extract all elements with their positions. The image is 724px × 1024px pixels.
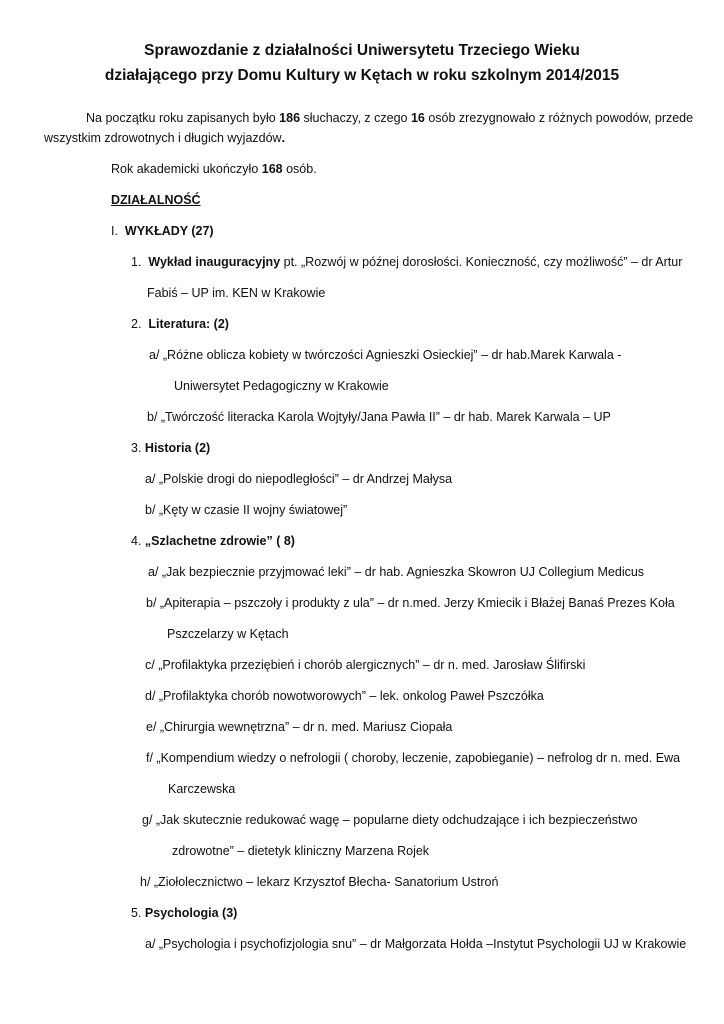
intro-paragraph-line-2: wszystkim zdrowotnych i długich wyjazdów.: [44, 131, 286, 145]
lecture-group-psychology: 5. Psychologia (3): [131, 906, 238, 920]
lecture-health-d: d/ „Profilaktyka chorób nowotworowych” – lek. onkolog Paweł Pszczółka: [145, 689, 544, 703]
completed-count: 168: [261, 162, 283, 176]
lecture-health-f: f/ „Kompendium wiedzy o nefrologii ( choroby, leczenie, zapobieganie) – nefrolog dr n. med. Ewa: [146, 751, 681, 765]
lecture-literature-a: a/ „Różne oblicza kobiety w twórczości Agnieszki Osieckiej” – dr hab.Marek Karwala -: [149, 348, 622, 362]
resigned-count: 16: [410, 111, 425, 125]
lecture-history-b: b/ „Kęty w czasie II wojny światowej”: [145, 503, 348, 517]
lecture-item-inaugural: 1. Wykład inauguracyjny pt. „Rozwój w późnej dorosłości. Konieczność, czy możliwość” – dr Artur: [131, 255, 683, 269]
document-title-line-1: Sprawozdanie z działalności Uniwersytetu Trzeciego Wieku: [144, 42, 580, 59]
lecture-health-c: c/ „Profilaktyka przeziębień i chorób alergicznych” – dr n. med. Jarosław Ślifirski: [145, 658, 586, 672]
section-heading-activity: DZIAŁALNOŚĆ: [111, 193, 201, 207]
lecture-literature-a-cont: Uniwersytet Pedagogiczny w Krakowie: [174, 379, 389, 393]
completion-sentence: Rok akademicki ukończyło 168 osób.: [111, 162, 317, 176]
lecture-group-health: 4. „Szlachetne zdrowie” ( 8): [131, 534, 295, 548]
lecture-group-literature: 2. Literatura: (2): [131, 317, 229, 331]
lecture-health-a: a/ „Jak bezpiecznie przyjmować leki” – dr hab. Agnieszka Skowron UJ Collegium Medicus: [148, 565, 645, 579]
lecture-health-g: g/ „Jak skutecznie redukować wagę – popularne diety odchudzające i ich bezpieczeństwo: [142, 813, 638, 827]
intro-paragraph-line-1: Na początku roku zapisanych było 186 słuchaczy, z czego 16 osób zrezygnowało z różnych powodów, przede: [86, 111, 694, 125]
lecture-health-e: e/ „Chirurgia wewnętrzna” – dr n. med. Mariusz Ciopała: [146, 720, 453, 734]
lecture-history-a: a/ „Polskie drogi do niepodległości” – dr Andrzej Małysa: [145, 472, 453, 486]
lecture-health-b: b/ „Apiterapia – pszczoły i produkty z ula” – dr n.med. Jerzy Kmiecik i Błażej Banaś Prezes Koła: [146, 596, 675, 610]
lecture-item-inaugural-cont: Fabiś – UP im. KEN w Krakowie: [147, 286, 326, 300]
lecture-health-f-cont: Karczewska: [168, 782, 236, 796]
lecture-literature-b: b/ „Twórczość literacka Karola Wojtyły/Jana Pawła II” – dr hab. Marek Karwala – UP: [147, 410, 611, 424]
lecture-health-b-cont: Pszczelarzy w Kętach: [167, 627, 289, 641]
document-title-line-2: działającego przy Domu Kultury w Kętach w roku szkolnym 2014/2015: [104, 67, 620, 84]
lecture-health-g-cont: zdrowotne” – dietetyk kliniczny Marzena Rojek: [172, 844, 430, 858]
lecture-group-history: 3. Historia (2): [131, 441, 211, 455]
lecture-psychology-a: a/ „Psychologia i psychofizjologia snu” – dr Małgorzata Hołda –Instytut Psychologii UJ w Krakowie: [145, 937, 687, 951]
lectures-heading: I. WYKŁADY (27): [111, 224, 214, 238]
enrolled-count: 186: [279, 111, 301, 125]
lecture-health-h: h/ „Ziołolecznictwo – lekarz Krzysztof Błecha- Sanatorium Ustroń: [140, 875, 499, 889]
